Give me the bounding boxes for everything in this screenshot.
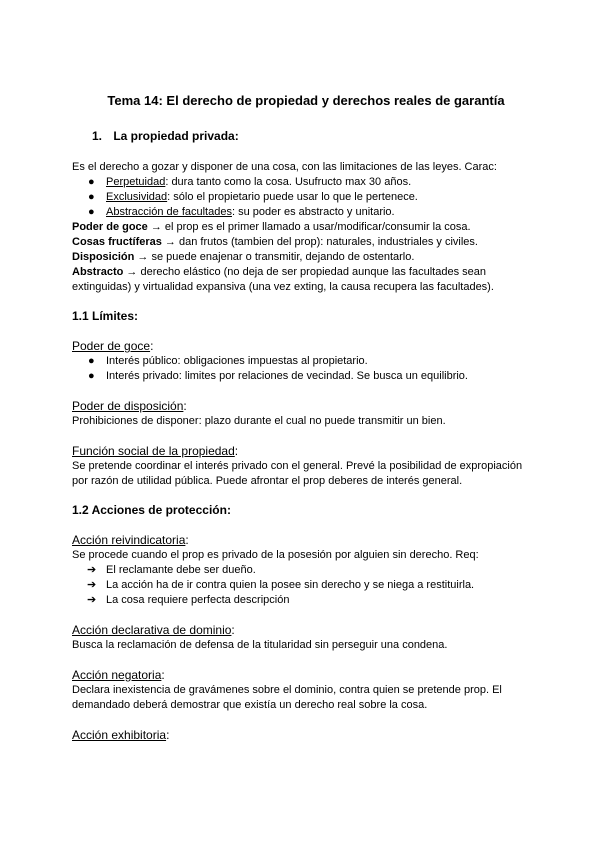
definition-line — [72, 220, 540, 235]
list-item — [72, 205, 540, 220]
paragraph: Se pretende coordinar el interés privado con el general. Prevé la posibilidad de expropiación por razón de utilidad pública. Puede afrontar el prop deberes de interés general. — [72, 460, 523, 487]
subheading-label: Función social de la propiedad — [72, 444, 235, 458]
section-1-title: La propiedad privada: — [113, 129, 239, 143]
subheading-accion-declarativa: Acción declarativa de dominio: — [72, 623, 235, 637]
bullet-icon: ● — [88, 206, 95, 218]
subheading-label: Acción declarativa de dominio — [72, 623, 232, 637]
paragraph: Prohibiciones de disponer: plazo durante el cual no puede transmitir un bien. — [72, 415, 446, 427]
list-item-text: : su poder es abstracto y unitario. — [231, 206, 395, 218]
subheading-poder-de-goce: Poder de goce: — [72, 339, 154, 353]
section-1-number: 1. — [92, 129, 103, 143]
list-item — [72, 190, 540, 205]
requirements-list — [72, 563, 540, 608]
definition-text: → se puede enajenar o transmitir, dejando de ostentarlo. — [134, 251, 415, 263]
arrow-icon: ➔ — [87, 594, 97, 606]
subheading-label: Acción reivindicatoria — [72, 533, 186, 547]
document-title: Tema 14: El derecho de propiedad y derechos reales de garantía — [107, 93, 505, 108]
subheading-label: Poder de disposición — [72, 399, 184, 413]
section-1-1-heading: 1.1 Límites: — [72, 309, 139, 323]
limits-list — [72, 354, 540, 384]
paragraph: Se procede cuando el prop es privado de la posesión por alguien sin derecho. Req: — [72, 549, 479, 561]
list-item-text: El reclamante debe ser dueño. — [106, 564, 256, 576]
paragraph: Busca la reclamación de defensa de la titularidad sin perseguir una condena. — [72, 639, 448, 651]
list-item — [72, 354, 540, 369]
subheading-poder-de-disposicion: Poder de disposición: — [72, 399, 187, 413]
definition-term: Abstracto — [72, 266, 124, 278]
definition-term: Cosas fructíferas — [72, 236, 162, 248]
arrow-icon: ➔ — [87, 564, 97, 576]
section-1-heading — [92, 128, 540, 144]
section-1-2-heading: 1.2 Acciones de protección: — [72, 503, 231, 517]
subheading-accion-negatoria: Acción negatoria: — [72, 668, 165, 682]
definition-term: Disposición — [72, 251, 135, 263]
definition-text: → dan frutos (tambien del prop): naturales, industriales y civiles. — [161, 236, 478, 248]
list-item-term: Abstracción de facultades — [106, 206, 232, 218]
list-item-text: Interés privado: limites por relaciones de vecindad. Se busca un equilibrio. — [106, 370, 468, 382]
paragraph: Declara inexistencia de gravámenes sobre el dominio, contra quien se pretende prop. El demandado deberá demostrar que existía un derecho real sobre la cosa. — [72, 684, 502, 711]
section-1-intro: Es el derecho a gozar y disponer de una cosa, con las limitaciones de las leyes. Carac: — [72, 161, 497, 173]
arrow-icon: ➔ — [87, 579, 97, 591]
characteristics-list — [72, 175, 540, 220]
bullet-icon: ● — [88, 370, 95, 382]
bullet-icon: ● — [88, 176, 95, 188]
list-item-text: La acción ha de ir contra quien la posee sin derecho y se niega a restituirla. — [106, 579, 475, 591]
subheading-label: Acción negatoria — [72, 668, 162, 682]
list-item-text: : sólo el propietario puede usar lo que le pertenece. — [167, 191, 418, 203]
list-item-text: : dura tanto como la cosa. Usufructo max 30 años. — [165, 176, 412, 188]
subheading-funcion-social: Función social de la propiedad: — [72, 444, 239, 458]
subheading-label: Acción exhibitoria — [72, 728, 167, 742]
list-item — [72, 369, 540, 384]
definition-line — [72, 250, 540, 265]
list-item-text: La cosa requiere perfecta descripción — [106, 594, 290, 606]
subheading-accion-reivindicatoria: Acción reivindicatoria: — [72, 533, 189, 547]
list-item-text: Interés público: obligaciones impuestas al propietario. — [106, 355, 368, 367]
definition-text: → el prop es el primer llamado a usar/modificar/consumir la cosa. — [147, 221, 471, 233]
definition-line — [72, 235, 540, 250]
list-item — [72, 578, 540, 593]
subheading-label: Poder de goce — [72, 339, 151, 353]
definition-term: Poder de goce — [72, 221, 148, 233]
list-item — [72, 593, 540, 608]
list-item-term: Exclusividad — [106, 191, 168, 203]
definition-line — [72, 265, 540, 295]
list-item — [72, 175, 540, 190]
list-item-term: Perpetuidad — [106, 176, 166, 188]
list-item — [72, 563, 540, 578]
bullet-icon: ● — [88, 355, 95, 367]
subheading-accion-exhibitoria: Acción exhibitoria: — [72, 728, 170, 742]
bullet-icon: ● — [88, 191, 95, 203]
definition-text: → derecho elástico (no deja de ser propiedad aunque las facultades sean extinguidas) y virtualidad expansiva (una vez exting, la causa recupera las facultades). — [72, 266, 494, 293]
